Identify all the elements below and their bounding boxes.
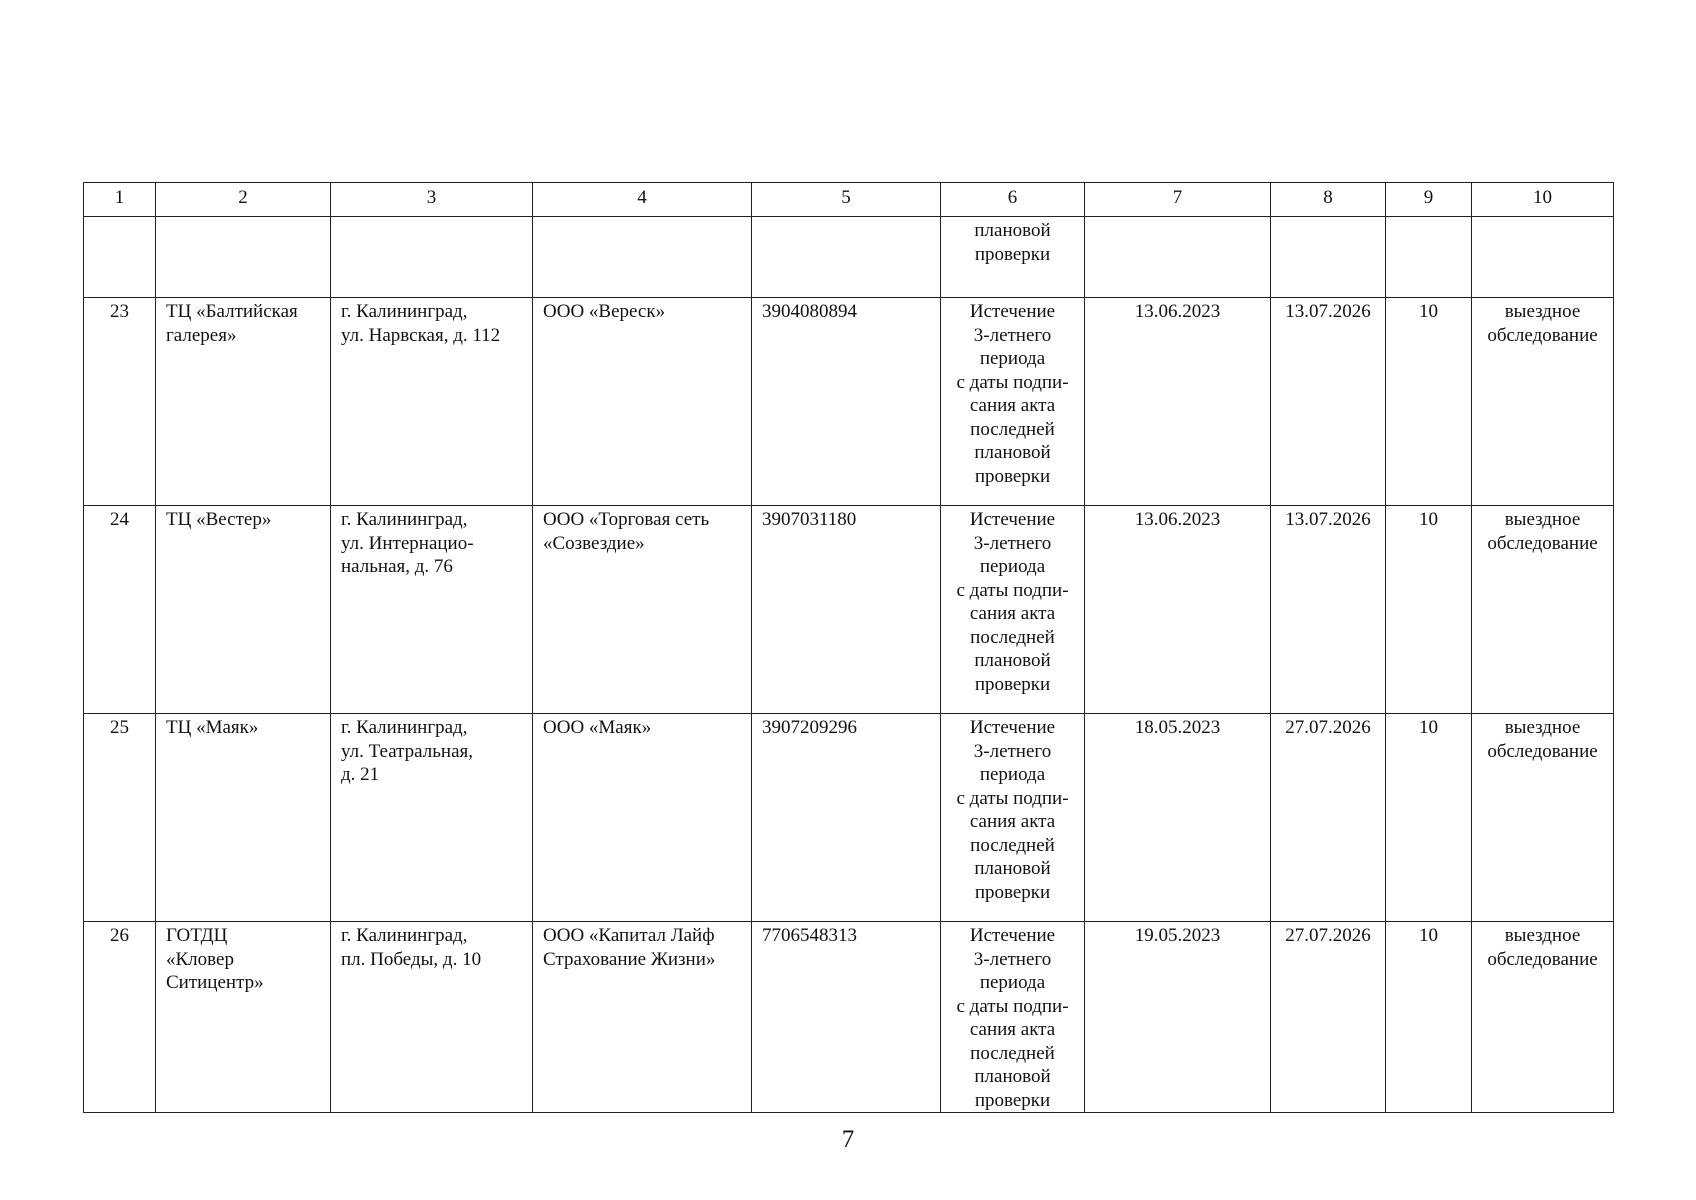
date-from: 13.06.2023 [1085, 298, 1271, 506]
date-to: 27.07.2026 [1271, 922, 1386, 1113]
row-number: 25 [84, 714, 156, 922]
date-to: 27.07.2026 [1271, 714, 1386, 922]
reason-cell: Истечение 3-летнего периода с даты подпи- сания акта последней плановой проверки [941, 298, 1085, 506]
table-row [84, 506, 1614, 714]
table-row [84, 714, 1614, 922]
column-number: 4 [533, 183, 752, 217]
row-number: 24 [84, 506, 156, 714]
inn: 3907209296 [752, 714, 941, 922]
object-name: ТЦ «Балтийская галерея» [156, 298, 331, 506]
column-number: 10 [1472, 183, 1614, 217]
object-address: г. Калининград, пл. Победы, д. 10 [331, 922, 533, 1113]
continuation-row [84, 217, 1614, 298]
row-number: 23 [84, 298, 156, 506]
empty-cell [331, 217, 533, 298]
column-number: 6 [941, 183, 1085, 217]
inspection-form: выездное обследование [1472, 922, 1614, 1113]
duration: 10 [1386, 714, 1472, 922]
reason-cell: Истечение 3-летнего периода с даты подпи- сания акта последней плановой проверки [941, 714, 1085, 922]
duration: 10 [1386, 506, 1472, 714]
row-number: 26 [84, 922, 156, 1113]
inn: 3904080894 [752, 298, 941, 506]
inspection-plan-table [83, 182, 1614, 1113]
date-from: 19.05.2023 [1085, 922, 1271, 1113]
object-address: г. Калининград, ул. Интернацио- нальная, д. 76 [331, 506, 533, 714]
empty-cell [1386, 217, 1472, 298]
column-number-row [84, 183, 1614, 217]
inspection-form: выездное обследование [1472, 714, 1614, 922]
column-number: 8 [1271, 183, 1386, 217]
column-number: 9 [1386, 183, 1472, 217]
duration: 10 [1386, 922, 1472, 1113]
date-to: 13.07.2026 [1271, 506, 1386, 714]
reason-cell: Истечение 3-летнего периода с даты подпи- сания акта последней плановой проверки [941, 506, 1085, 714]
inspection-form: выездное обследование [1472, 298, 1614, 506]
table-row [84, 298, 1614, 506]
object-name: ТЦ «Маяк» [156, 714, 331, 922]
organization: ООО «Вереск» [533, 298, 752, 506]
column-number: 3 [331, 183, 533, 217]
empty-cell [84, 217, 156, 298]
empty-cell [1085, 217, 1271, 298]
inspection-form: выездное обследование [1472, 506, 1614, 714]
empty-cell [156, 217, 331, 298]
object-name: ГОТДЦ «Кловер Ситицентр» [156, 922, 331, 1113]
object-address: г. Калининград, ул. Нарвская, д. 112 [331, 298, 533, 506]
object-name: ТЦ «Вестер» [156, 506, 331, 714]
reason-cell: Истечение 3-летнего периода с даты подпи- сания акта последней плановой проверки [941, 922, 1085, 1113]
inn: 7706548313 [752, 922, 941, 1113]
empty-cell [752, 217, 941, 298]
object-address: г. Калининград, ул. Театральная, д. 21 [331, 714, 533, 922]
empty-cell [1472, 217, 1614, 298]
column-number: 2 [156, 183, 331, 217]
inn: 3907031180 [752, 506, 941, 714]
page-number: 7 [841, 1126, 855, 1153]
date-from: 13.06.2023 [1085, 506, 1271, 714]
duration: 10 [1386, 298, 1472, 506]
empty-cell [1271, 217, 1386, 298]
table-row [84, 922, 1614, 1113]
column-number: 7 [1085, 183, 1271, 217]
organization: ООО «Капитал Лайф Страхование Жизни» [533, 922, 752, 1113]
reason-cell: плановой проверки [941, 217, 1085, 298]
empty-cell [533, 217, 752, 298]
column-number: 5 [752, 183, 941, 217]
organization: ООО «Маяк» [533, 714, 752, 922]
date-from: 18.05.2023 [1085, 714, 1271, 922]
date-to: 13.07.2026 [1271, 298, 1386, 506]
organization: ООО «Торговая сеть «Созвездие» [533, 506, 752, 714]
column-number: 1 [84, 183, 156, 217]
